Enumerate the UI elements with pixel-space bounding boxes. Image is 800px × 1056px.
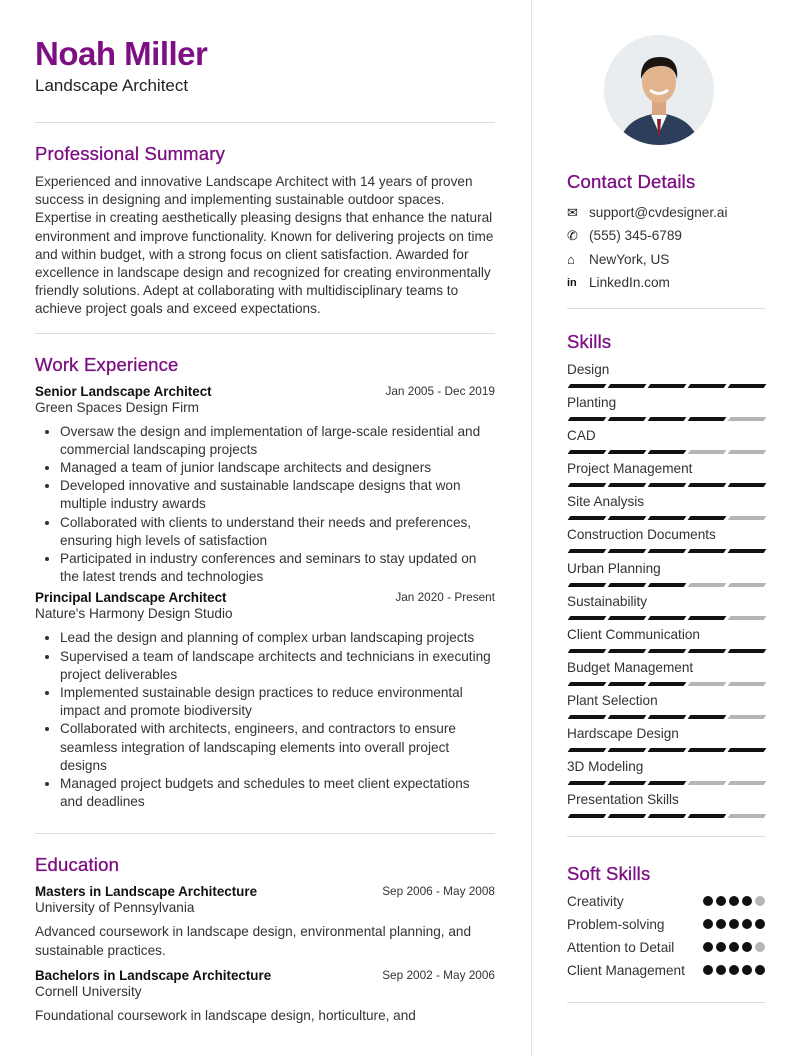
contact-item [567,248,765,271]
skill-level-bar [567,616,765,620]
education-description: Advanced coursework in landscape design, environmental planning, and sustainable practices. [35,924,472,958]
bar-segment-filled [608,417,647,421]
soft-skills-section [567,863,765,1003]
skill-level-bar [567,450,765,454]
bar-segment-filled [608,649,647,653]
linkedin-icon: in [567,276,577,289]
skill-name: Planting [567,395,617,411]
bar-segment-filled [688,814,727,818]
soft-skill-item [567,939,765,957]
skill-item [567,593,765,626]
candidate-name: Noah Miller [35,35,208,72]
bar-segment-filled [648,715,687,719]
rating-dot-filled [729,965,739,975]
experience-section [35,354,495,812]
bar-segment-filled [648,781,687,785]
soft-skill-name: Client Management [567,963,685,978]
rating-dot-filled [755,965,765,975]
bar-segment-filled [608,583,647,587]
soft-skill-rating [703,893,765,911]
bar-segment-filled [648,483,687,487]
skill-name: Urban Planning [567,560,661,576]
bar-segment-filled [608,549,647,553]
bullet-item: • Participated in industry conferences and seminars to stay updated on the latest trends and technologies [60,550,495,586]
bar-segment-empty [728,417,767,421]
skill-name: Design [567,362,610,377]
rating-dot-empty [755,942,765,952]
skill-name: Sustainability [567,593,648,609]
skill-name: Site Analysis [567,494,645,510]
skill-level-bar [567,549,765,553]
divider [567,308,765,309]
contact-item [567,201,765,224]
skill-item [567,394,765,427]
skill-item [567,560,765,593]
skill-item [567,526,765,559]
rating-dot-filled [716,942,726,952]
home-icon: ⌂ [567,251,575,267]
bar-segment-filled [568,516,607,520]
company-name: Nature's Harmony Design Studio [35,606,233,622]
section-heading: Professional Summary [35,143,226,164]
bar-segment-empty [728,814,767,818]
bar-segment-empty [728,583,767,587]
contact-section [567,171,765,309]
skill-item [567,626,765,659]
bullet-item: • Collaborated with clients to understand their needs and preferences, ensuring high levels of satisfaction [60,514,495,550]
bullet-item: • Managed a team of junior landscape architects and designers [60,459,495,477]
job-header [35,384,495,399]
contact-item [567,224,765,247]
bar-segment-filled [608,682,647,686]
bar-segment-filled [688,616,727,620]
bullet-list [60,629,495,811]
skill-name: Plant Selection [567,692,658,708]
bullet-item: • Supervised a team of landscape architects and technicians in executing project deliverables [60,648,495,684]
bar-segment-filled [568,483,607,487]
rating-dot-filled [716,965,726,975]
skill-level-bar [567,483,765,487]
rating-dot-filled [716,896,726,906]
job-entry [35,384,495,587]
degree: Masters in Landscape Architecture [35,884,258,900]
skill-item [567,791,765,824]
education-header [35,968,495,983]
envelope-icon: ✉ [567,204,578,220]
education-date: Sep 2002 - May 2006 [382,967,495,982]
education-entry [35,884,495,959]
skill-level-bar [567,715,765,719]
section-heading: Soft Skills [567,863,651,884]
divider [567,1002,765,1003]
bullet-item: • Lead the design and planning of complex urban landscaping projects [60,629,495,647]
soft-skill-name: Attention to Detail [567,940,675,955]
bar-segment-filled [568,814,607,818]
bar-segment-filled [728,483,767,487]
rating-dot-filled [755,919,765,929]
bar-segment-filled [648,748,687,752]
rating-dot-filled [729,919,739,929]
bar-segment-filled [688,384,727,388]
skill-level-bar [567,583,765,587]
education-section [35,854,495,1025]
job-header [35,590,495,605]
rating-dot-filled [742,942,752,952]
bar-segment-filled [648,417,687,421]
bar-segment-filled [608,450,647,454]
rating-dot-filled [703,896,713,906]
bar-segment-empty [728,450,767,454]
summary-section [35,143,495,319]
bar-segment-filled [568,417,607,421]
bar-segment-filled [608,781,647,785]
divider [35,333,495,334]
soft-skill-name: Problem-solving [567,917,665,932]
bar-segment-filled [568,781,607,785]
skill-name: CAD [567,428,596,444]
education-entry [35,968,495,1025]
education-description: Foundational coursework in landscape design, horticulture, and [35,1007,416,1023]
bar-segment-empty [728,715,767,719]
rating-dot-filled [716,919,726,929]
bar-segment-filled [568,715,607,719]
bar-segment-filled [568,649,607,653]
soft-skill-rating [703,939,765,957]
soft-skill-name: Creativity [567,894,624,909]
skill-item [567,758,765,791]
bar-segment-filled [688,748,727,752]
bar-segment-filled [568,616,607,620]
skill-level-bar [567,417,765,421]
education-header [35,884,495,899]
skill-item [567,427,765,460]
rating-dot-filled [742,896,752,906]
company-name: Green Spaces Design Firm [35,399,199,415]
bar-segment-filled [568,583,607,587]
bar-segment-filled [688,417,727,421]
school-name: Cornell University [35,983,142,999]
bar-segment-filled [648,583,687,587]
skill-item [567,659,765,692]
school-name: University of Pennsylvania [35,900,195,916]
bar-segment-filled [688,549,727,553]
bar-segment-filled [568,682,607,686]
skill-level-bar [567,384,765,388]
section-heading: Work Experience [35,353,179,375]
bar-segment-filled [608,483,647,487]
bar-segment-filled [608,715,647,719]
bar-segment-filled [728,549,767,553]
degree: Bachelors in Landscape Architecture [35,967,272,983]
skill-level-bar [567,682,765,686]
soft-skill-rating [703,962,765,980]
bar-segment-empty [728,781,767,785]
bar-segment-filled [728,384,767,388]
bar-segment-empty [688,682,727,686]
divider [567,836,765,837]
skill-name: Budget Management [567,659,694,675]
bullet-item: • Implemented sustainable design practices to reduce environmental impact and promote biodiversity [60,684,495,720]
bullet-item: • Developed innovative and sustainable landscape designs that won multiple industry awards [60,477,495,513]
bar-segment-filled [728,748,767,752]
bar-segment-filled [648,549,687,553]
soft-skill-item [567,962,765,980]
bullet-item: • Managed project budgets and schedules to meet client expectations and deadlines [60,775,495,811]
profile-photo [604,35,714,145]
skill-name: Presentation Skills [567,792,679,808]
main-column [35,34,495,1025]
skill-item [567,692,765,725]
bar-segment-empty [688,583,727,587]
skill-level-bar [567,781,765,785]
skill-item [567,460,765,493]
bar-segment-filled [688,516,727,520]
job-title: Senior Landscape Architect [35,383,212,399]
skill-item [567,361,765,394]
soft-skill-item [567,916,765,934]
candidate-title: Landscape Architect [35,76,189,95]
divider [35,122,495,123]
rating-dot-filled [703,919,713,929]
bullet-item: • Collaborated with architects, engineers, and contractors to ensure seamless integration of landscaping elements into overall project designs [60,720,495,775]
bar-segment-filled [688,649,727,653]
skill-item [567,493,765,526]
skill-level-bar [567,516,765,520]
rating-dot-filled [729,896,739,906]
phone-icon: ✆ [567,227,578,243]
bar-segment-empty [688,450,727,454]
skill-name: 3D Modeling [567,759,644,775]
bar-segment-filled [608,516,647,520]
rating-dot-filled [742,919,752,929]
bar-segment-filled [568,549,607,553]
skills-section [567,331,765,837]
rating-dot-filled [742,965,752,975]
bullet-list [60,423,495,587]
bar-segment-filled [648,682,687,686]
bar-segment-filled [568,384,607,388]
contact-item [567,271,765,294]
bar-segment-empty [728,682,767,686]
bar-segment-empty [728,616,767,620]
bar-segment-filled [648,814,687,818]
bar-segment-filled [608,616,647,620]
job-date: Jan 2005 - Dec 2019 [385,383,495,398]
skill-level-bar [567,748,765,752]
contact-text: NewYork, US [589,251,670,267]
bar-segment-empty [728,516,767,520]
bar-segment-filled [648,450,687,454]
section-heading: Contact Details [567,171,696,192]
skill-name: Project Management [567,461,693,477]
bullet-item: • Oversaw the design and implementation of large-scale residential and commercial landscaping projects [60,423,495,459]
skill-name: Construction Documents [567,527,716,543]
rating-dot-filled [703,942,713,952]
bar-segment-filled [648,516,687,520]
contact-text: (555) 345-6789 [589,228,682,244]
bar-segment-filled [728,649,767,653]
skill-level-bar [567,649,765,653]
skill-name: Hardscape Design [567,726,679,742]
column-divider [531,0,532,1056]
job-title: Principal Landscape Architect [35,590,227,606]
rating-dot-empty [755,896,765,906]
education-date: Sep 2006 - May 2008 [382,884,495,899]
bar-segment-filled [568,450,607,454]
summary-text: Experienced and innovative Landscape Architect with 14 years of proven success in designing and implementing sustainable outdoor spaces. Expertise in creating aesthetically pleasing designs that enhance the natural environment and improve functionality. Known for delivering projects on time and within budget, with a strong focus on client satisfaction. Awarded for excellence in landscape design and recognized for creating environmentally friendly solutions. Adept at collaborating with multidisciplinary teams to achieve project goals and exceed expectations. [35,174,494,317]
rating-dot-filled [703,965,713,975]
contact-text: LinkedIn.com [589,275,670,291]
rating-dot-filled [729,942,739,952]
skill-name: Client Communication [567,626,700,642]
contact-text: support@cvdesigner.ai [589,205,728,221]
bar-segment-empty [688,781,727,785]
divider [35,833,495,834]
skill-level-bar [567,814,765,818]
section-heading: Education [35,854,120,876]
skill-item [567,725,765,758]
bar-segment-filled [608,384,647,388]
bar-segment-filled [688,483,727,487]
bar-segment-filled [568,748,607,752]
soft-skill-rating [703,916,765,934]
bar-segment-filled [648,384,687,388]
bar-segment-filled [608,814,647,818]
bar-segment-filled [648,649,687,653]
bar-segment-filled [648,616,687,620]
section-heading: Skills [567,331,612,352]
bar-segment-filled [608,748,647,752]
soft-skill-item [567,893,765,911]
bar-segment-filled [688,715,727,719]
job-entry [35,590,495,811]
job-date: Jan 2020 - Present [395,590,495,605]
